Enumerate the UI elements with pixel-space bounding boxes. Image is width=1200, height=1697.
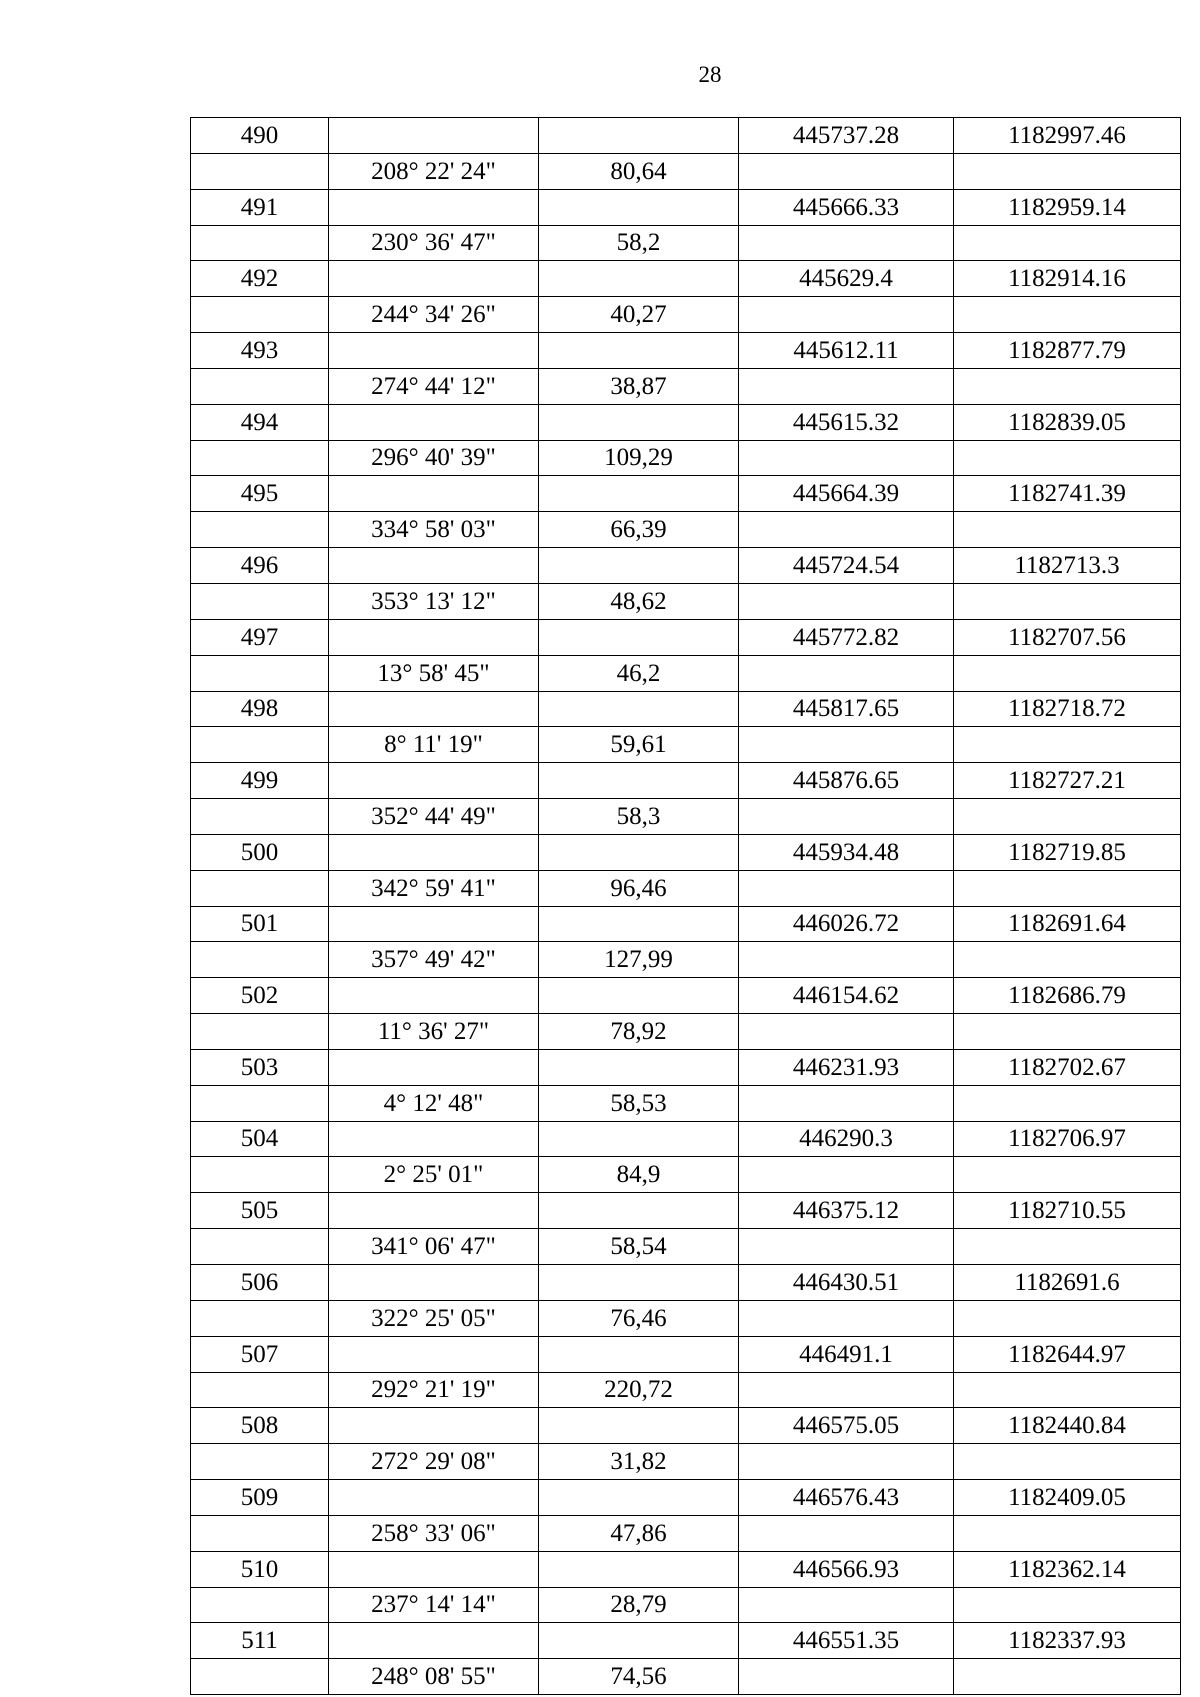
distance-cell xyxy=(539,1551,739,1587)
distance-cell: 31,82 xyxy=(539,1444,739,1480)
x-coordinate-cell: 446154.62 xyxy=(739,978,954,1014)
bearing-angle-cell xyxy=(329,404,539,440)
x-coordinate-cell: 445629.4 xyxy=(739,261,954,297)
distance-cell: 59,61 xyxy=(539,727,739,763)
point-cell xyxy=(191,1515,329,1551)
point-cell xyxy=(191,225,329,261)
x-coordinate-cell xyxy=(739,1085,954,1121)
segment-row xyxy=(191,368,1181,404)
distance-cell xyxy=(539,1193,739,1229)
distance-cell xyxy=(539,619,739,655)
point-cell xyxy=(191,1659,329,1695)
distance-cell xyxy=(539,1049,739,1085)
bearing-angle-cell: 292° 21' 19" xyxy=(329,1372,539,1408)
bearing-angle-cell: 8° 11' 19" xyxy=(329,727,539,763)
bearing-angle-cell: 352° 44' 49" xyxy=(329,799,539,835)
segment-row xyxy=(191,512,1181,548)
y-coordinate-cell: 1182914.16 xyxy=(954,261,1181,297)
x-coordinate-cell xyxy=(739,1229,954,1265)
x-coordinate-cell: 446231.93 xyxy=(739,1049,954,1085)
segment-row xyxy=(191,1659,1181,1695)
x-coordinate-cell xyxy=(739,1300,954,1336)
distance-cell: 76,46 xyxy=(539,1300,739,1336)
segment-row xyxy=(191,297,1181,333)
x-coordinate-cell xyxy=(739,870,954,906)
bearing-angle-cell xyxy=(329,1265,539,1301)
point-cell: 504 xyxy=(191,1121,329,1157)
point-cell xyxy=(191,1014,329,1050)
y-coordinate-cell xyxy=(954,225,1181,261)
bearing-angle-cell xyxy=(329,763,539,799)
y-coordinate-cell: 1182718.72 xyxy=(954,691,1181,727)
y-coordinate-cell xyxy=(954,297,1181,333)
distance-cell: 74,56 xyxy=(539,1659,739,1695)
bearing-angle-cell: 342° 59' 41" xyxy=(329,870,539,906)
bearing-angle-cell: 248° 08' 55" xyxy=(329,1659,539,1695)
y-coordinate-cell xyxy=(954,1014,1181,1050)
x-coordinate-cell: 445664.39 xyxy=(739,476,954,512)
distance-cell xyxy=(539,1265,739,1301)
x-coordinate-cell: 445724.54 xyxy=(739,548,954,584)
y-coordinate-cell: 1182691.64 xyxy=(954,906,1181,942)
point-cell: 492 xyxy=(191,261,329,297)
point-cell: 505 xyxy=(191,1193,329,1229)
distance-cell: 58,54 xyxy=(539,1229,739,1265)
y-coordinate-cell: 1182702.67 xyxy=(954,1049,1181,1085)
point-row xyxy=(191,548,1181,584)
bearing-angle-cell: 322° 25' 05" xyxy=(329,1300,539,1336)
segment-row xyxy=(191,1587,1181,1623)
distance-cell xyxy=(539,1480,739,1516)
segment-row xyxy=(191,1372,1181,1408)
bearing-angle-cell xyxy=(329,978,539,1014)
point-cell xyxy=(191,1085,329,1121)
point-cell: 502 xyxy=(191,978,329,1014)
point-cell xyxy=(191,870,329,906)
x-coordinate-cell xyxy=(739,297,954,333)
y-coordinate-cell: 1182706.97 xyxy=(954,1121,1181,1157)
point-cell xyxy=(191,440,329,476)
x-coordinate-cell xyxy=(739,799,954,835)
bearing-angle-cell xyxy=(329,118,539,154)
bearing-angle-cell xyxy=(329,1551,539,1587)
bearing-angle-cell xyxy=(329,906,539,942)
y-coordinate-cell: 1182710.55 xyxy=(954,1193,1181,1229)
distance-cell: 48,62 xyxy=(539,583,739,619)
bearing-angle-cell xyxy=(329,1623,539,1659)
bearing-angle-cell: 11° 36' 27" xyxy=(329,1014,539,1050)
point-cell xyxy=(191,727,329,763)
bearing-angle-cell xyxy=(329,691,539,727)
point-cell: 490 xyxy=(191,118,329,154)
x-coordinate-cell: 446430.51 xyxy=(739,1265,954,1301)
bearing-angle-cell xyxy=(329,1408,539,1444)
distance-cell xyxy=(539,1121,739,1157)
point-cell xyxy=(191,1157,329,1193)
point-cell xyxy=(191,1587,329,1623)
distance-cell: 96,46 xyxy=(539,870,739,906)
point-cell: 501 xyxy=(191,906,329,942)
x-coordinate-cell xyxy=(739,1444,954,1480)
y-coordinate-cell: 1182707.56 xyxy=(954,619,1181,655)
bearing-angle-cell: 357° 49' 42" xyxy=(329,942,539,978)
y-coordinate-cell xyxy=(954,870,1181,906)
distance-cell: 40,27 xyxy=(539,297,739,333)
y-coordinate-cell xyxy=(954,655,1181,691)
distance-cell xyxy=(539,189,739,225)
y-coordinate-cell xyxy=(954,153,1181,189)
point-row xyxy=(191,1265,1181,1301)
point-row xyxy=(191,906,1181,942)
bearing-angle-cell xyxy=(329,619,539,655)
y-coordinate-cell xyxy=(954,1157,1181,1193)
x-coordinate-cell xyxy=(739,512,954,548)
x-coordinate-cell xyxy=(739,1515,954,1551)
x-coordinate-cell: 445772.82 xyxy=(739,619,954,655)
segment-row xyxy=(191,583,1181,619)
point-row xyxy=(191,118,1181,154)
x-coordinate-cell: 445612.11 xyxy=(739,333,954,369)
x-coordinate-cell: 446576.43 xyxy=(739,1480,954,1516)
segment-row xyxy=(191,1085,1181,1121)
point-row xyxy=(191,1193,1181,1229)
point-cell: 498 xyxy=(191,691,329,727)
y-coordinate-cell xyxy=(954,1659,1181,1695)
bearing-angle-cell xyxy=(329,1049,539,1085)
segment-row xyxy=(191,1515,1181,1551)
x-coordinate-cell: 445817.65 xyxy=(739,691,954,727)
distance-cell: 47,86 xyxy=(539,1515,739,1551)
distance-cell xyxy=(539,476,739,512)
y-coordinate-cell: 1182959.14 xyxy=(954,189,1181,225)
y-coordinate-cell: 1182440.84 xyxy=(954,1408,1181,1444)
point-cell: 511 xyxy=(191,1623,329,1659)
x-coordinate-cell xyxy=(739,583,954,619)
y-coordinate-cell xyxy=(954,1229,1181,1265)
point-cell: 509 xyxy=(191,1480,329,1516)
x-coordinate-cell xyxy=(739,1014,954,1050)
bearing-angle-cell xyxy=(329,1480,539,1516)
point-cell xyxy=(191,799,329,835)
segment-row xyxy=(191,655,1181,691)
point-row xyxy=(191,1049,1181,1085)
x-coordinate-cell: 446491.1 xyxy=(739,1336,954,1372)
x-coordinate-cell xyxy=(739,368,954,404)
point-row xyxy=(191,1408,1181,1444)
point-row xyxy=(191,1336,1181,1372)
y-coordinate-cell xyxy=(954,440,1181,476)
point-row xyxy=(191,333,1181,369)
bearing-angle-cell: 13° 58' 45" xyxy=(329,655,539,691)
segment-row xyxy=(191,727,1181,763)
point-row xyxy=(191,763,1181,799)
bearing-angle-cell: 237° 14' 14" xyxy=(329,1587,539,1623)
y-coordinate-cell: 1182719.85 xyxy=(954,834,1181,870)
bearing-angle-cell: 341° 06' 47" xyxy=(329,1229,539,1265)
x-coordinate-cell xyxy=(739,440,954,476)
point-cell xyxy=(191,368,329,404)
x-coordinate-cell: 445934.48 xyxy=(739,834,954,870)
x-coordinate-cell: 446375.12 xyxy=(739,1193,954,1229)
distance-cell: 46,2 xyxy=(539,655,739,691)
point-row xyxy=(191,404,1181,440)
point-row xyxy=(191,189,1181,225)
y-coordinate-cell xyxy=(954,942,1181,978)
bearing-angle-cell xyxy=(329,1121,539,1157)
point-cell: 507 xyxy=(191,1336,329,1372)
y-coordinate-cell xyxy=(954,1300,1181,1336)
x-coordinate-cell: 446575.05 xyxy=(739,1408,954,1444)
distance-cell xyxy=(539,548,739,584)
distance-cell: 58,53 xyxy=(539,1085,739,1121)
segment-row xyxy=(191,153,1181,189)
bearing-angle-cell: 274° 44' 12" xyxy=(329,368,539,404)
table-body xyxy=(191,118,1181,1695)
point-row xyxy=(191,1623,1181,1659)
point-cell xyxy=(191,1229,329,1265)
point-row xyxy=(191,1551,1181,1587)
segment-row xyxy=(191,225,1181,261)
y-coordinate-cell xyxy=(954,799,1181,835)
segment-row xyxy=(191,1157,1181,1193)
distance-cell: 38,87 xyxy=(539,368,739,404)
point-row xyxy=(191,978,1181,1014)
point-cell xyxy=(191,583,329,619)
y-coordinate-cell: 1182741.39 xyxy=(954,476,1181,512)
x-coordinate-cell: 445876.65 xyxy=(739,763,954,799)
point-cell xyxy=(191,512,329,548)
x-coordinate-cell xyxy=(739,1372,954,1408)
point-row xyxy=(191,261,1181,297)
x-coordinate-cell: 445666.33 xyxy=(739,189,954,225)
point-cell: 495 xyxy=(191,476,329,512)
point-cell: 506 xyxy=(191,1265,329,1301)
y-coordinate-cell: 1182839.05 xyxy=(954,404,1181,440)
y-coordinate-cell xyxy=(954,1085,1181,1121)
y-coordinate-cell xyxy=(954,583,1181,619)
bearing-angle-cell xyxy=(329,1193,539,1229)
bearing-angle-cell xyxy=(329,189,539,225)
distance-cell xyxy=(539,118,739,154)
distance-cell: 220,72 xyxy=(539,1372,739,1408)
point-cell: 503 xyxy=(191,1049,329,1085)
page-number: 28 xyxy=(698,62,722,87)
x-coordinate-cell: 445737.28 xyxy=(739,118,954,154)
bearing-angle-cell xyxy=(329,1336,539,1372)
bearing-angle-cell: 2° 25' 01" xyxy=(329,1157,539,1193)
y-coordinate-cell: 1182727.21 xyxy=(954,763,1181,799)
point-cell: 508 xyxy=(191,1408,329,1444)
distance-cell xyxy=(539,1336,739,1372)
y-coordinate-cell: 1182877.79 xyxy=(954,333,1181,369)
distance-cell xyxy=(539,1408,739,1444)
y-coordinate-cell: 1182713.3 xyxy=(954,548,1181,584)
distance-cell: 84,9 xyxy=(539,1157,739,1193)
point-row xyxy=(191,619,1181,655)
bearing-angle-cell: 4° 12' 48" xyxy=(329,1085,539,1121)
bearing-angle-cell: 244° 34' 26" xyxy=(329,297,539,333)
y-coordinate-cell: 1182686.79 xyxy=(954,978,1181,1014)
distance-cell: 78,92 xyxy=(539,1014,739,1050)
y-coordinate-cell: 1182362.14 xyxy=(954,1551,1181,1587)
segment-row xyxy=(191,1300,1181,1336)
segment-row xyxy=(191,1444,1181,1480)
bearing-angle-cell xyxy=(329,548,539,584)
y-coordinate-cell xyxy=(954,512,1181,548)
distance-cell xyxy=(539,404,739,440)
bearing-angle-cell: 296° 40' 39" xyxy=(329,440,539,476)
y-coordinate-cell: 1182337.93 xyxy=(954,1623,1181,1659)
segment-row xyxy=(191,942,1181,978)
bearing-angle-cell xyxy=(329,261,539,297)
distance-cell xyxy=(539,834,739,870)
point-cell: 491 xyxy=(191,189,329,225)
y-coordinate-cell: 1182691.6 xyxy=(954,1265,1181,1301)
x-coordinate-cell xyxy=(739,727,954,763)
x-coordinate-cell xyxy=(739,942,954,978)
point-row xyxy=(191,476,1181,512)
x-coordinate-cell xyxy=(739,225,954,261)
point-cell xyxy=(191,655,329,691)
segment-row xyxy=(191,440,1181,476)
distance-cell: 80,64 xyxy=(539,153,739,189)
segment-row xyxy=(191,1229,1181,1265)
point-cell xyxy=(191,1444,329,1480)
bearing-angle-cell: 208° 22' 24" xyxy=(329,153,539,189)
point-cell xyxy=(191,1300,329,1336)
distance-cell: 28,79 xyxy=(539,1587,739,1623)
point-cell xyxy=(191,297,329,333)
y-coordinate-cell xyxy=(954,1587,1181,1623)
distance-cell xyxy=(539,906,739,942)
segment-row xyxy=(191,799,1181,835)
point-cell: 496 xyxy=(191,548,329,584)
distance-cell: 58,2 xyxy=(539,225,739,261)
point-cell: 497 xyxy=(191,619,329,655)
bearing-angle-cell xyxy=(329,834,539,870)
point-cell: 500 xyxy=(191,834,329,870)
x-coordinate-cell xyxy=(739,1659,954,1695)
bearing-angle-cell xyxy=(329,476,539,512)
distance-cell xyxy=(539,691,739,727)
y-coordinate-cell xyxy=(954,727,1181,763)
y-coordinate-cell: 1182644.97 xyxy=(954,1336,1181,1372)
y-coordinate-cell xyxy=(954,1372,1181,1408)
y-coordinate-cell xyxy=(954,1444,1181,1480)
bearing-angle-cell: 272° 29' 08" xyxy=(329,1444,539,1480)
point-cell: 494 xyxy=(191,404,329,440)
x-coordinate-cell: 446026.72 xyxy=(739,906,954,942)
x-coordinate-cell: 446290.3 xyxy=(739,1121,954,1157)
distance-cell: 109,29 xyxy=(539,440,739,476)
bearing-angle-cell: 230° 36' 47" xyxy=(329,225,539,261)
point-cell: 510 xyxy=(191,1551,329,1587)
bearing-angle-cell: 334° 58' 03" xyxy=(329,512,539,548)
distance-cell xyxy=(539,261,739,297)
point-cell xyxy=(191,942,329,978)
segment-row xyxy=(191,1014,1181,1050)
distance-cell xyxy=(539,763,739,799)
point-cell xyxy=(191,1372,329,1408)
segment-row xyxy=(191,870,1181,906)
x-coordinate-cell: 446566.93 xyxy=(739,1551,954,1587)
point-row xyxy=(191,834,1181,870)
x-coordinate-cell xyxy=(739,1587,954,1623)
bearing-angle-cell: 353° 13' 12" xyxy=(329,583,539,619)
point-cell: 493 xyxy=(191,333,329,369)
x-coordinate-cell: 445615.32 xyxy=(739,404,954,440)
y-coordinate-cell xyxy=(954,1515,1181,1551)
point-row xyxy=(191,1121,1181,1157)
distance-cell xyxy=(539,333,739,369)
x-coordinate-cell xyxy=(739,1157,954,1193)
distance-cell xyxy=(539,1623,739,1659)
bearing-angle-cell: 258° 33' 06" xyxy=(329,1515,539,1551)
point-cell: 499 xyxy=(191,763,329,799)
bearing-angle-cell xyxy=(329,333,539,369)
point-cell xyxy=(191,153,329,189)
distance-cell: 127,99 xyxy=(539,942,739,978)
y-coordinate-cell: 1182997.46 xyxy=(954,118,1181,154)
distance-cell: 66,39 xyxy=(539,512,739,548)
point-row xyxy=(191,1480,1181,1516)
y-coordinate-cell: 1182409.05 xyxy=(954,1480,1181,1516)
y-coordinate-cell xyxy=(954,368,1181,404)
x-coordinate-cell: 446551.35 xyxy=(739,1623,954,1659)
distance-cell xyxy=(539,978,739,1014)
coordinates-table xyxy=(190,117,1181,1695)
distance-cell: 58,3 xyxy=(539,799,739,835)
x-coordinate-cell xyxy=(739,153,954,189)
x-coordinate-cell xyxy=(739,655,954,691)
point-row xyxy=(191,691,1181,727)
